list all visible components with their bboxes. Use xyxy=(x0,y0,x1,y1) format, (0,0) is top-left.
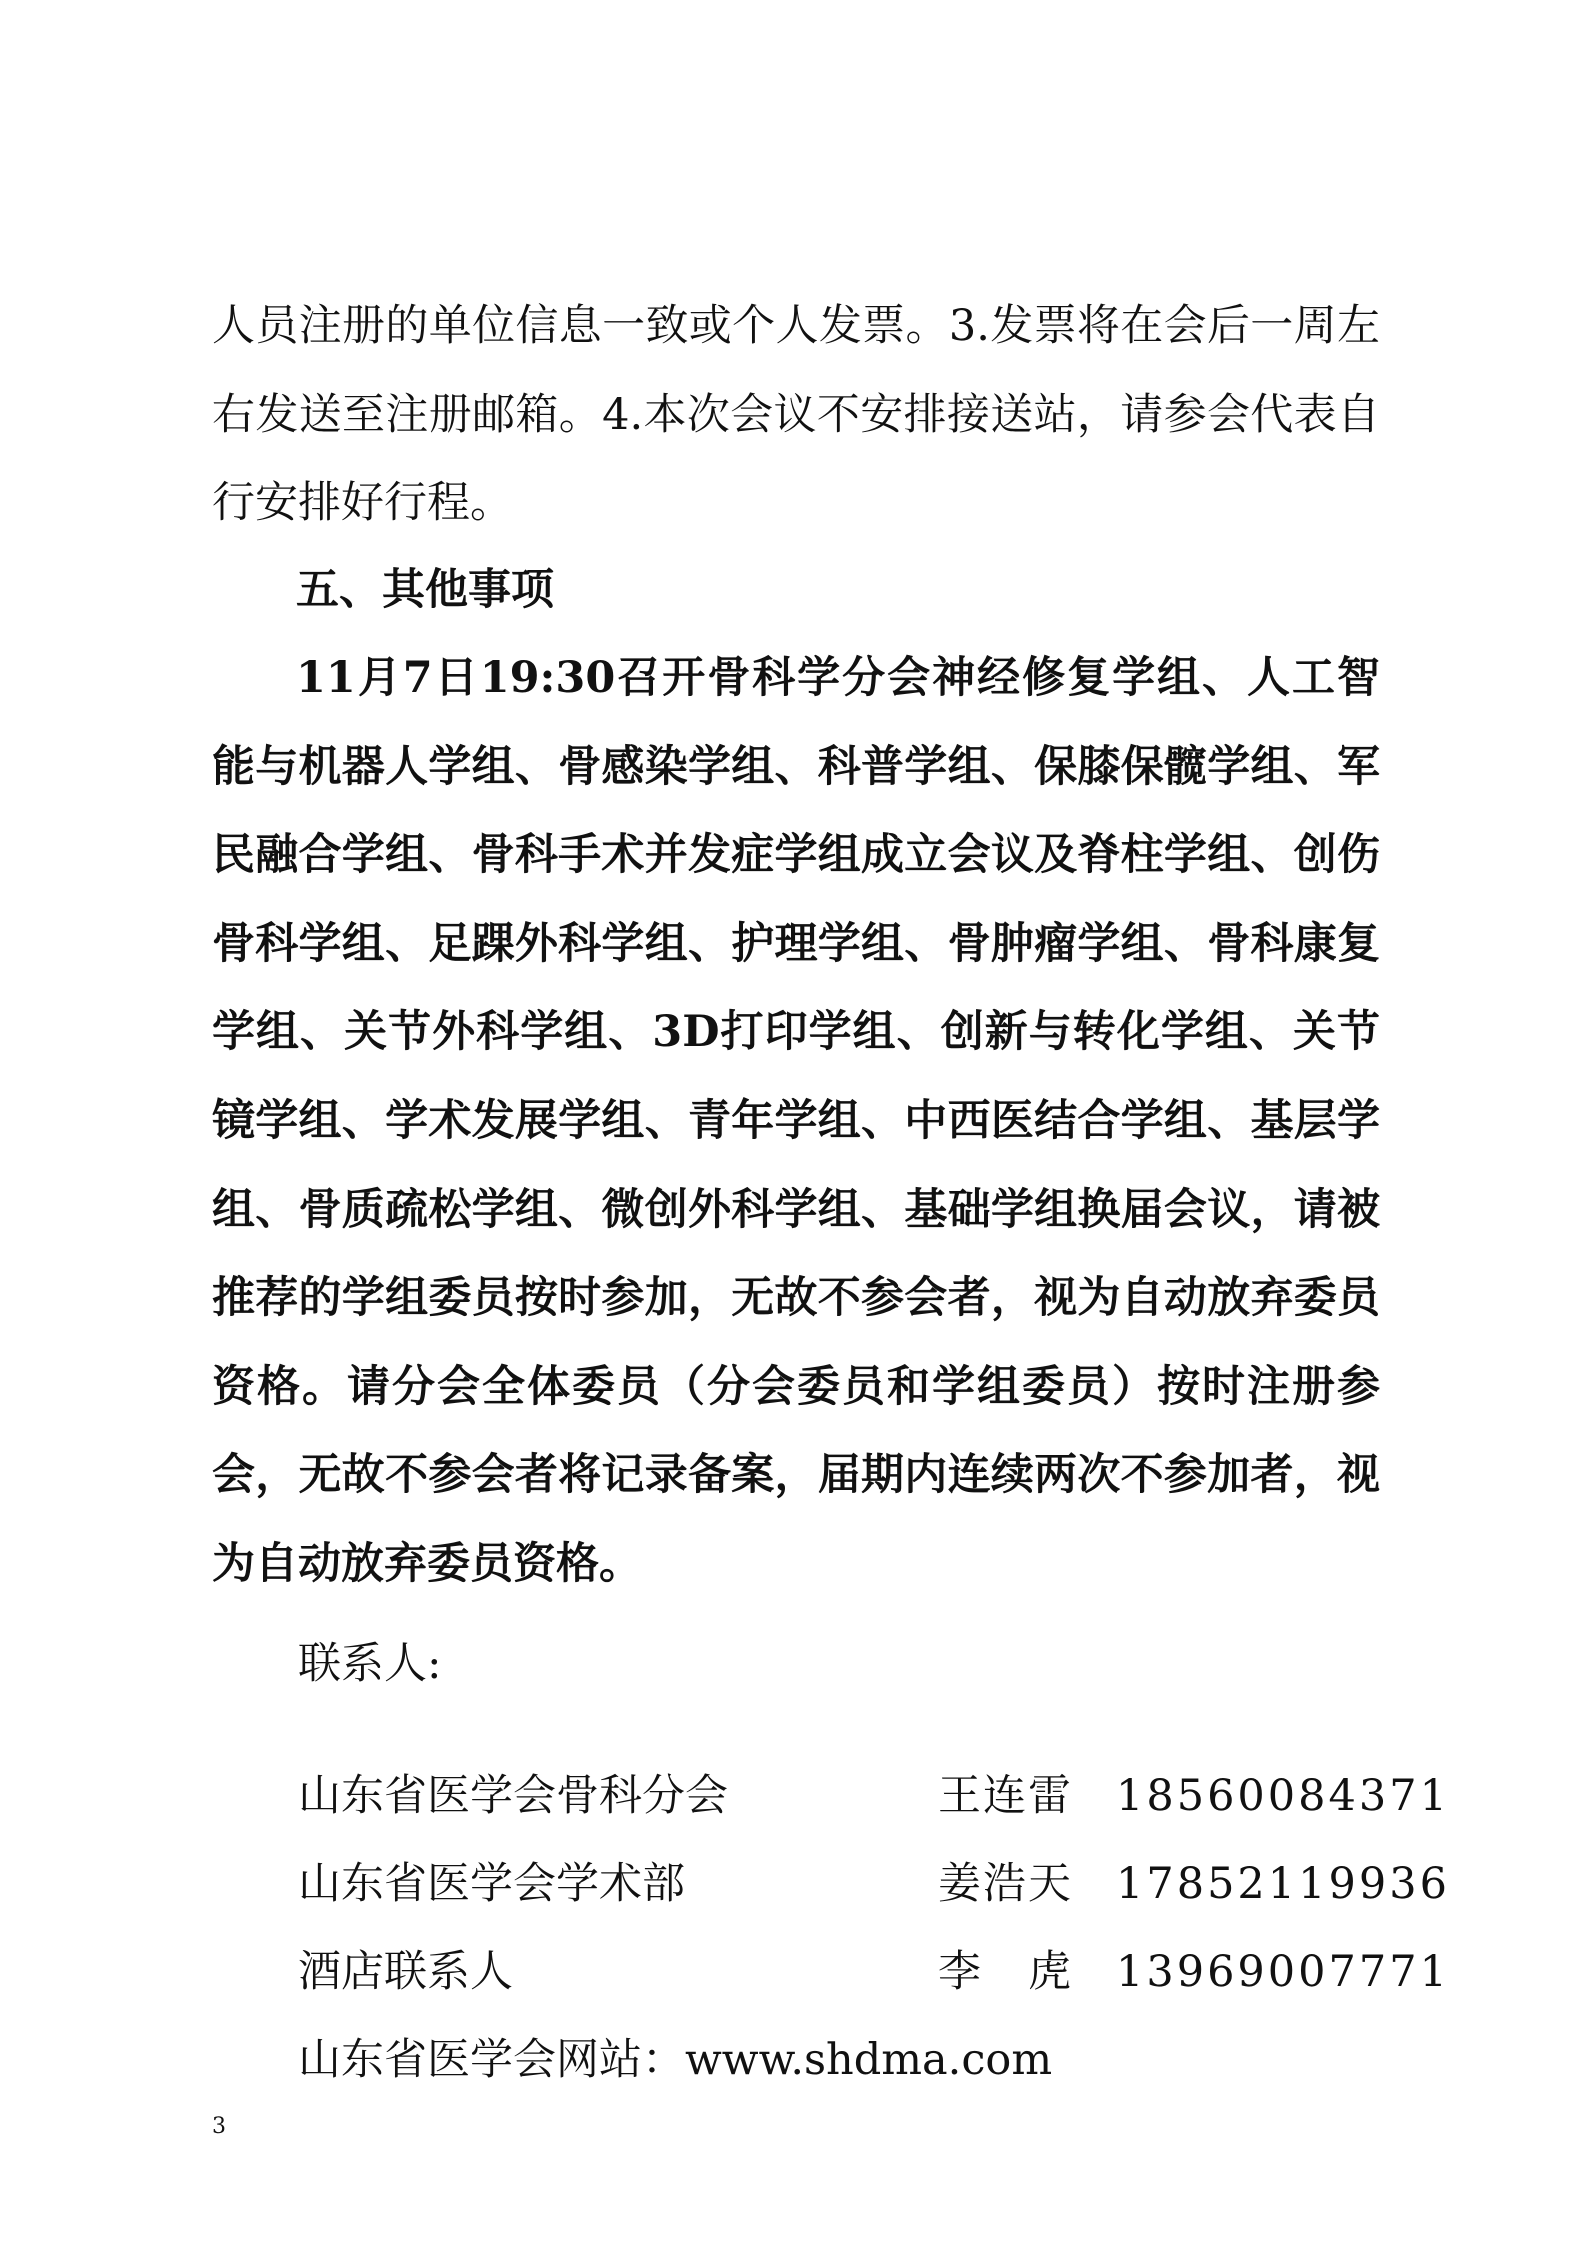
continued-paragraph: 人员注册的单位信息一致或个人发票。3.发票将在会后一周左右发送至注册邮箱。4.本次会议不安排接送站，请参会代表自行安排好行程。 xyxy=(212,301,1380,528)
contact-person: 姜浩天 xyxy=(938,1859,1073,1909)
contact-person: 王连雷 xyxy=(938,1771,1073,1821)
contact-phone: 13969007771 xyxy=(1116,1947,1450,1997)
contact-org: 酒店联系人 xyxy=(298,1947,513,1997)
contact-person: 李 虎 xyxy=(938,1947,1073,1997)
contact-row xyxy=(298,1752,1450,1840)
page-number: 3 xyxy=(212,2114,226,2139)
contact-org: 山东省医学会骨科分会 xyxy=(298,1771,728,1821)
contact-phone: 17852119936 xyxy=(1116,1859,1450,1909)
website-line: 山东省医学会网站：www.shdma.com xyxy=(298,2035,1053,2085)
other-matters-paragraph: 11月7日19:30召开骨科学分会神经修复学组、人工智能与机器人学组、骨感染学组、科普学组、保膝保髋学组、军民融合学组、骨科手术并发症学组成立会议及脊柱学组、创伤骨科学组、足踝外科学组、护理学组、骨肿瘤学组、骨科康复学组、关节外科学组、3D打印学组、创新与转化学组、关节镜学组、学术发展学组、青年学组、中西医结合学组、基层学组、骨质疏松学组、微创外科学组、基础学组换届会议，请被推荐的学组委员按时参加，无故不参会者，视为自动放弃委员资格。请分会全体委员（分会委员和学组委员）按时注册参会，无故不参会者将记录备案，届期内连续两次不参加者，视为自动放弃委员资格。 xyxy=(212,653,1380,1589)
contact-label: 联系人: xyxy=(298,1639,442,1689)
contact-phone: 18560084371 xyxy=(1116,1771,1450,1821)
contact-org: 山东省医学会学术部 xyxy=(298,1859,685,1909)
section-heading: 五、其他事项 xyxy=(296,565,554,615)
contact-row xyxy=(298,1928,1450,2016)
contact-row xyxy=(298,1840,1450,1928)
